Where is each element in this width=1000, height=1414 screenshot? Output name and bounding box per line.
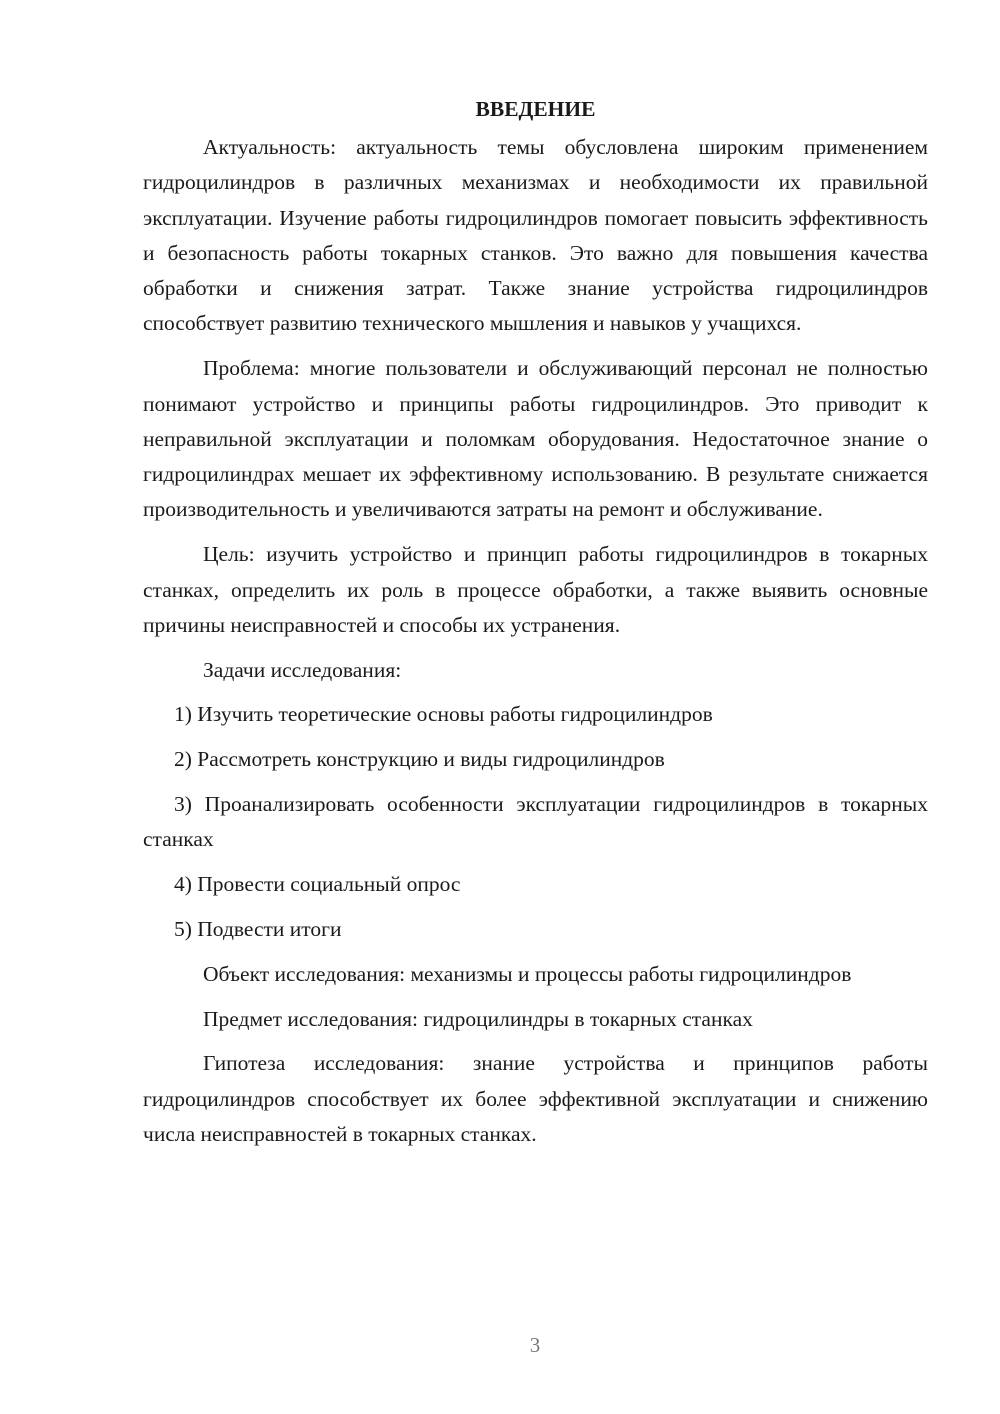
relevance-paragraph: Актуальность: актуальность темы обусловлена широким применением гидроцилиндров в различных механизмах и необходимости их правильной эксплуатации. Изучение работы гидроцилиндров помогает повысить эффективность и безопасность работы токарных станков. Это важно для повышения качества обработки и снижения затрат. Также знание устройства гидроцилиндров способствует развитию технического мышления и навыков у учащихся. xyxy=(143,135,928,336)
section-title: ВВЕДЕНИЕ xyxy=(475,97,596,121)
task-item-1: 1) Изучить теоретические основы работы гидроцилиндров xyxy=(174,702,713,727)
page-number: 3 xyxy=(529,1333,541,1357)
task-item-4: 4) Провести социальный опрос xyxy=(174,872,461,897)
object-paragraph: Объект исследования: механизмы и процессы работы гидроцилиндров xyxy=(203,961,852,986)
task-item-3: 3) Проанализировать особенности эксплуатации гидроцилиндров в токарных станках xyxy=(143,792,928,852)
subject-paragraph: Предмет исследования: гидроцилиндры в токарных станках xyxy=(203,1006,753,1031)
document-body xyxy=(143,92,928,1162)
hypothesis-paragraph: Гипотеза исследования: знание устройства и принципов работы гидроцилиндров способствует их более эффективной эксплуатации и снижению числа неисправностей в токарных станках. xyxy=(143,1051,928,1146)
tasks-heading: Задачи исследования: xyxy=(203,657,402,682)
problem-paragraph: Проблема: многие пользователи и обслуживающий персонал не полностью понимают устройство и принципы работы гидроцилиндров. Это приводит к неправильной эксплуатации и поломкам оборудования. Недостаточное знание о гидроцилиндрах мешает их эффективному использованию. В результате снижается производительность и увеличиваются затраты на ремонт и обслуживание. xyxy=(143,356,928,522)
task-item-5: 5) Подвести итоги xyxy=(174,916,342,941)
task-item-2: 2) Рассмотреть конструкцию и виды гидроцилиндров xyxy=(174,747,665,772)
goal-paragraph: Цель: изучить устройство и принцип работы гидроцилиндров в токарных станках, определить их роль в процессе обработки, а также выявить основные причины неисправностей и способы их устранения. xyxy=(143,542,928,637)
